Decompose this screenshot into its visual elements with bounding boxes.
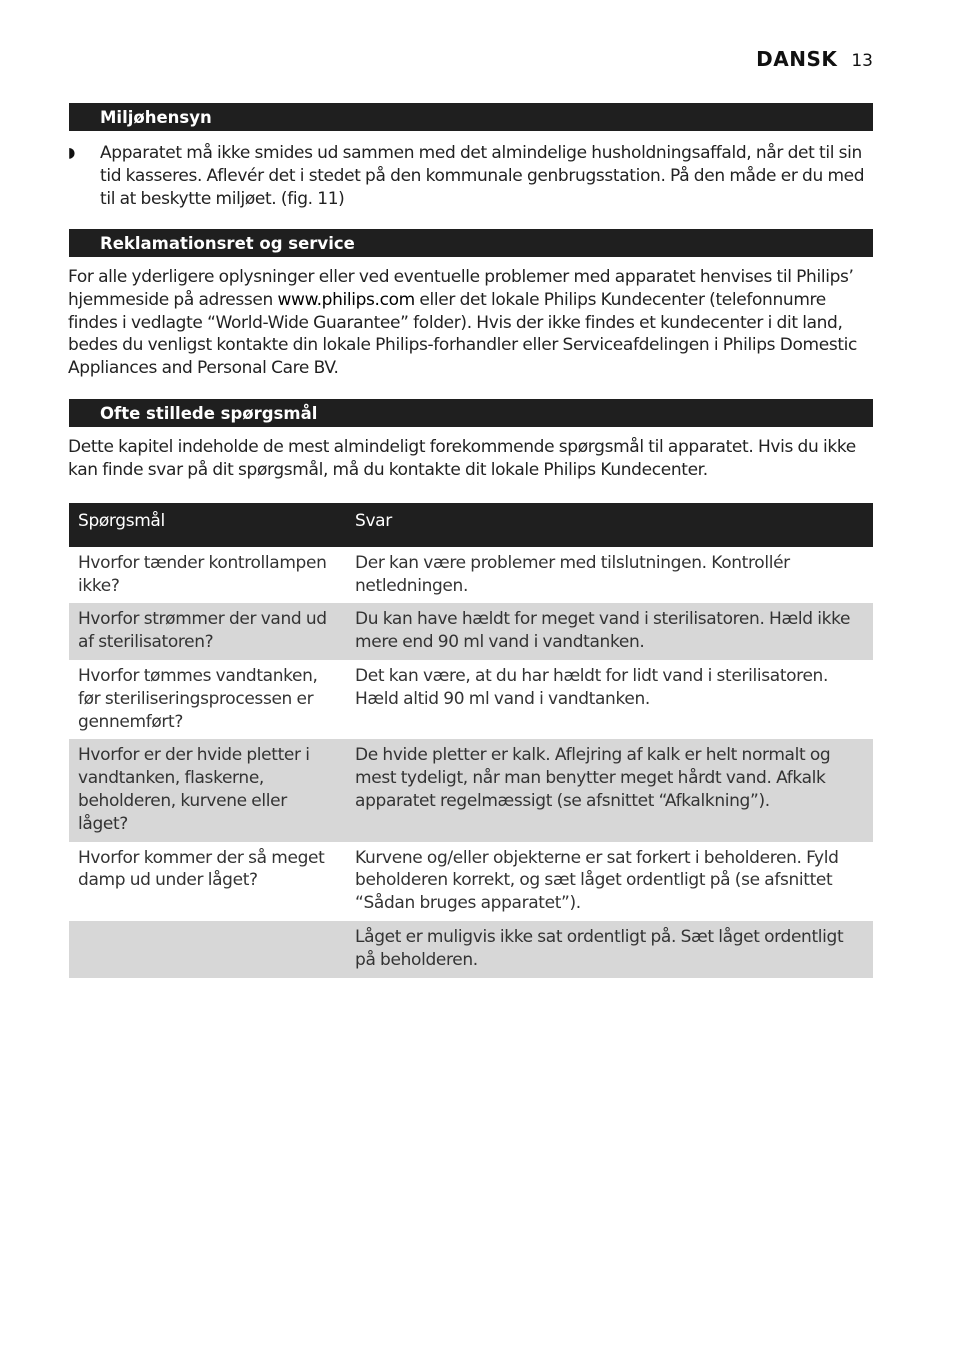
language-label: DANSK	[756, 47, 838, 71]
faq-table	[69, 503, 873, 978]
faq-row	[69, 739, 873, 841]
faq-row	[69, 921, 873, 978]
environment-bullet-item	[68, 142, 874, 210]
faq-question: Hvorfor strømmer der vand ud af sterilisatoren?	[69, 603, 346, 660]
faq-intro: Dette kapitel indeholde de mest almindeligt forekommende spørgsmål til apparatet. Hvis du ikke kan finde svar på dit spørgsmål, må du kontakte dit lokale Philips Kundecenter.	[68, 437, 856, 480]
guarantee-text-after: eller det lokale Philips Kundecenter (telefonnumre findes i vedlagte “World-Wide Guarantee” folder). Hvis der ikke findes et kundecenter i dit land, bedes du venligst kontakte din lokale Philips-forhandler eller Serviceafdelingen i Philips Domestic Appliances and Personal Care BV.	[68, 289, 858, 379]
faq-answer: Kurvene og/eller objekterne er sat forkert i beholderen. Fyld beholderen korrekt, og sæt låget ordentligt på (se afsnittet “Sådan bruges apparatet”).	[355, 847, 839, 914]
faq-question: Hvorfor tænder kontrollampen ikke?	[78, 552, 327, 596]
faq-answer: Låget er muligvis ikke sat ordentligt på. Sæt låget ordentligt på beholderen.	[346, 921, 873, 978]
page-header	[756, 47, 873, 71]
guarantee-text-before: For alle yderligere oplysninger eller ved eventuelle problemer med apparatet henvises til Philips’ hjemmeside på adressen	[68, 267, 854, 310]
faq-answer: Du kan have hældt for meget vand i sterilisatoren. Hæld ikke mere end 90 ml vand i vandtanken.	[346, 603, 873, 660]
section-heading-faq: Ofte stillede spørgsmål	[69, 399, 873, 427]
faq-header-row	[69, 503, 873, 547]
page-number: 13	[851, 51, 873, 71]
philips-website-link[interactable]: www.philips.com	[277, 289, 415, 310]
faq-row	[69, 842, 873, 921]
section-heading-guarantee: Reklamationsret og service	[69, 229, 873, 257]
bullet-icon: ◗	[68, 145, 76, 161]
faq-answer: De hvide pletter er kalk. Aflejring af kalk er helt normalt og mest tydeligt, når man benytter meget hårdt vand. Afkalk apparatet regelmæssigt (se afsnittet “Afkalkning”).	[346, 739, 873, 841]
faq-question: Hvorfor kommer der så meget damp ud under låget?	[78, 847, 325, 891]
faq-answer: Det kan være, at du har hældt for lidt vand i sterilisatoren. Hæld altid 90 ml vand i vandtanken.	[355, 665, 829, 709]
faq-header-question: Spørgsmål	[69, 503, 346, 547]
faq-question: Hvorfor tømmes vandtanken, før steriliseringsprocessen er gennemført?	[78, 665, 318, 732]
guarantee-paragraph	[68, 266, 874, 380]
faq-row	[69, 660, 873, 739]
faq-header-answer: Svar	[346, 503, 873, 547]
faq-row	[69, 603, 873, 660]
faq-question: Hvorfor er der hvide pletter i vandtanken, flaskerne, beholderen, kurvene eller låget?	[69, 739, 346, 841]
section-heading-environment: Miljøhensyn	[69, 103, 873, 131]
faq-row	[69, 547, 873, 604]
faq-question	[69, 921, 346, 978]
faq-answer: Der kan være problemer med tilslutningen. Kontrollér netledningen.	[355, 552, 790, 596]
environment-text: Apparatet må ikke smides ud sammen med det almindelige husholdningsaffald, når det til sin tid kasseres. Aflevér det i stedet på den kommunale genbrugsstation. På den måde er du med til at beskytte miljøet. (fig. 11)	[100, 143, 865, 209]
